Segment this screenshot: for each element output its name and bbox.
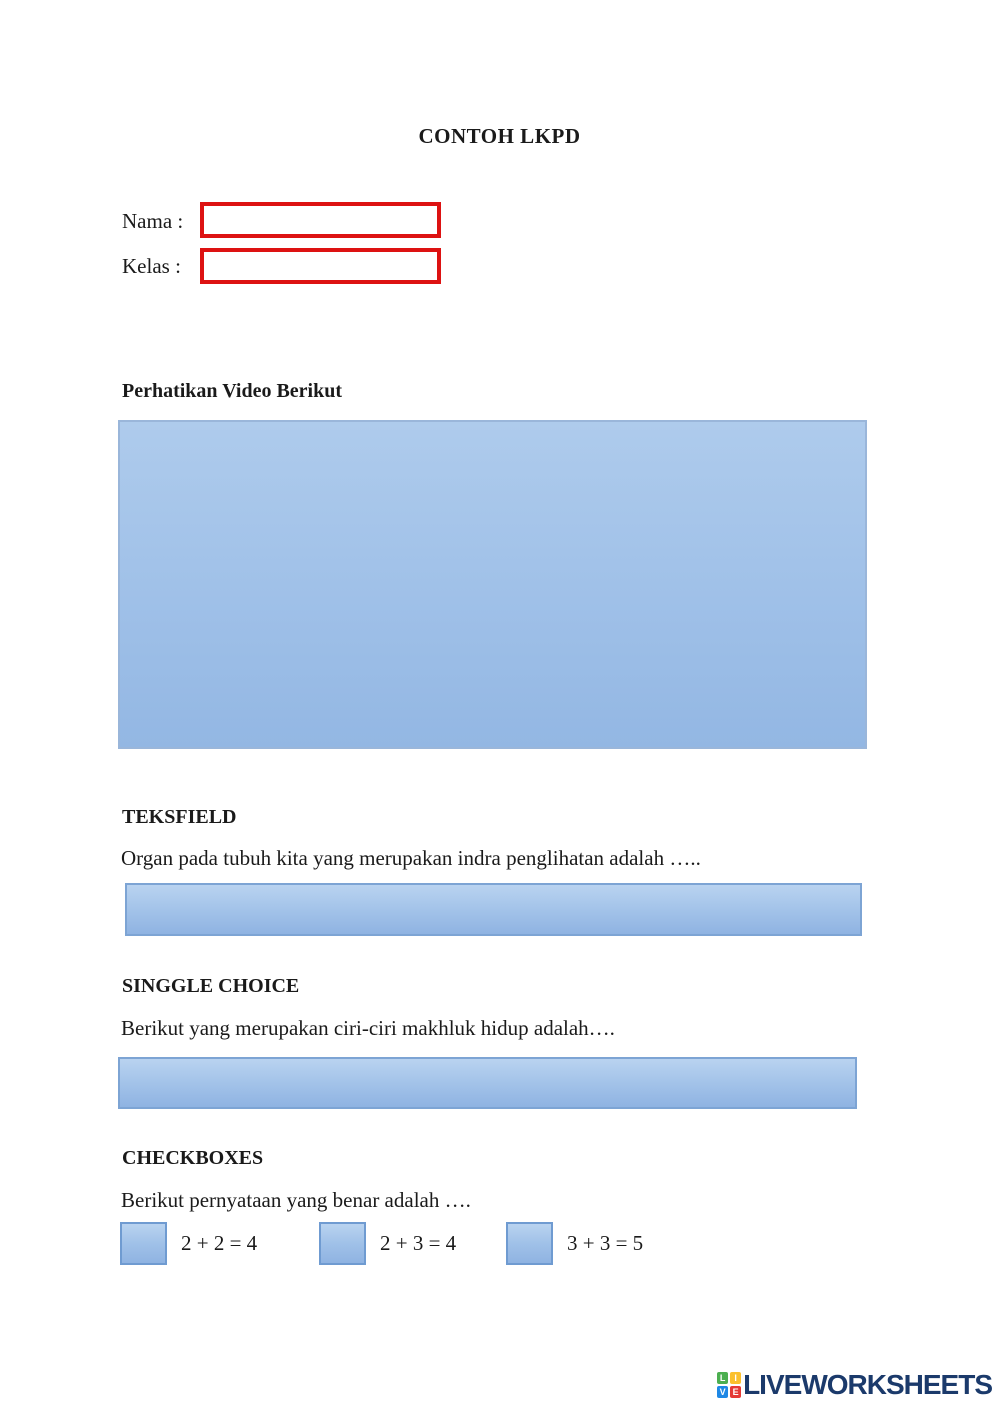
liveworksheets-logo[interactable] (717, 1369, 992, 1401)
page-title: CONTOH LKPD (418, 124, 581, 148)
textfield-question: Organ pada tubuh kita yang merupakan indra penglihatan adalah ….. (121, 846, 701, 870)
textfield-answer-input[interactable] (125, 883, 862, 936)
checkboxes-question: Berikut pernyataan yang benar adalah …. (121, 1188, 471, 1212)
single-choice-section-heading: SINGGLE CHOICE (122, 975, 300, 997)
name-label: Nama : (122, 209, 184, 233)
logo-letter-v: V (717, 1386, 728, 1398)
checkbox-option-2 (319, 1222, 456, 1265)
liveworksheets-wordmark: LIVEWORKSHEETS (743, 1369, 992, 1400)
checkbox-option-1 (120, 1222, 257, 1265)
checkbox-3-label: 3 + 3 = 5 (567, 1231, 644, 1255)
checkboxes-section-heading: CHECKBOXES (122, 1147, 264, 1169)
name-input[interactable] (200, 202, 441, 238)
logo-letter-i: I (730, 1372, 741, 1384)
textfield-section-heading: TEKSFIELD (122, 806, 237, 828)
class-input[interactable] (200, 248, 441, 284)
checkbox-1[interactable] (120, 1222, 167, 1265)
single-choice-question: Berikut yang merupakan ciri-ciri makhluk hidup adalah…. (121, 1016, 615, 1040)
liveworksheets-grid-icon (717, 1372, 741, 1398)
video-player[interactable] (118, 420, 867, 749)
logo-letter-e: E (730, 1386, 741, 1398)
logo-letter-l: L (717, 1372, 728, 1384)
checkbox-option-3 (506, 1222, 643, 1265)
checkbox-2-label: 2 + 3 = 4 (380, 1231, 457, 1255)
single-choice-dropdown[interactable] (118, 1057, 857, 1109)
checkbox-1-label: 2 + 2 = 4 (181, 1231, 258, 1255)
video-section-heading: Perhatikan Video Berikut (122, 380, 343, 402)
class-label: Kelas : (122, 254, 181, 278)
checkbox-2[interactable] (319, 1222, 366, 1265)
checkbox-3[interactable] (506, 1222, 553, 1265)
